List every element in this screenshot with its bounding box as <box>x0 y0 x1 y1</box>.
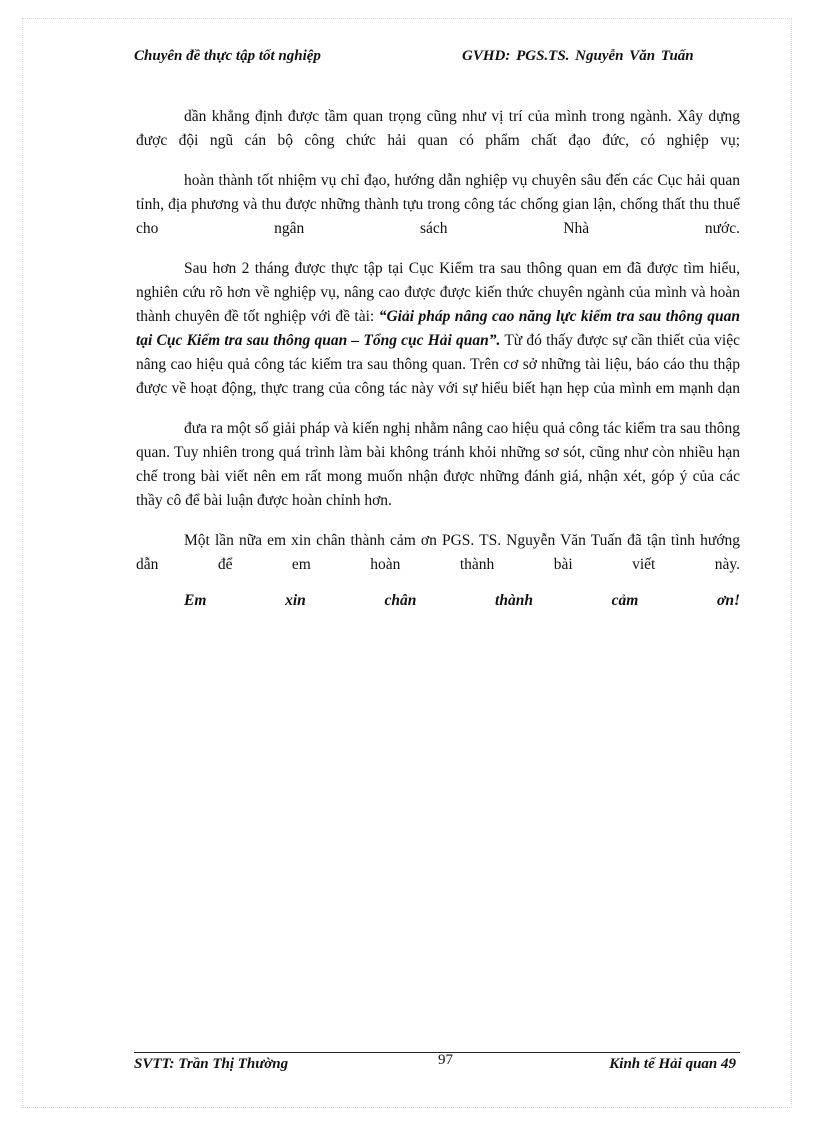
paragraph-3-intro: Sau hơn 2 tháng được thực tập tại Cục Kiểm tra sau thông quan em đã được tìm hiểu, nghiên cứu rõ hơn về nghiệp vụ, nâng cao được được kiến thức chuyên ngành của mình và hoàn thành chuyên đề tốt nghiệp với đề tài: <box>136 260 740 325</box>
closing-line: Em xin chân thành cảm ơn! <box>184 592 740 609</box>
document-body <box>136 105 740 629</box>
footer-student: SVTT: Trần Thị Thường <box>134 1056 289 1072</box>
paragraph-2: hoàn thành tốt nhiệm vụ chỉ đạo, hướng dẫn nghiệp vụ chuyên sâu đến các Cục hải quan tỉnh, địa phương và thu được những thành tựu trong công tác chống gian lận, chống thất thu thuế cho ngân sách Nhà nước. <box>136 172 740 237</box>
paragraph-4: đưa ra một số giải pháp và kiến nghị nhằm nâng cao hiệu quả công tác kiểm tra sau thông quan. Tuy nhiên trong quá trình làm bài không tránh khỏi những sơ sót, cũng như còn nhiều hạn chế trong bài viết nên em rất mong muốn nhận được những đánh giá, nhận xét, góp ý của các thầy cô để bài luận được hoàn chỉnh hơn. <box>136 420 740 509</box>
page-footer <box>134 1052 740 1080</box>
page-header <box>134 48 734 72</box>
thesis-title: “Giải pháp nâng cao năng lực kiểm tra sau thông quan tại Cục Kiểm tra sau thông quan – Tổng cục Hải quan”. <box>136 308 740 349</box>
header-supervisor: GVHD: PGS.TS. Nguyễn Văn Tuấn <box>462 48 694 64</box>
page-number: 97 <box>438 1052 453 1068</box>
header-document-title: Chuyên đề thực tập tốt nghiệp <box>134 48 321 64</box>
footer-class: Kinh tế Hải quan 49 <box>609 1056 736 1072</box>
paragraph-1: dần khẳng định được tầm quan trọng cũng như vị trí của mình trong ngành. Xây dựng được đội ngũ cán bộ công chức hải quan có phẩm chất đạo đức, có nghiệp vụ; <box>136 108 740 149</box>
footer-divider <box>134 1052 740 1053</box>
paragraph-3 <box>136 257 740 401</box>
paragraph-5: Một lần nữa em xin chân thành cảm ơn PGS. TS. Nguyễn Văn Tuấn đã tận tình hướng dẫn để em hoàn thành bài viết này. <box>136 532 740 573</box>
paragraph-3-rest: Từ đó thấy được sự cần thiết của việc nâng cao hiệu quả công tác kiếm tra sau thông quan. Trên cơ sở những tài liệu, báo cáo thu thập được về hoạt động, thực trang của công tác này với sự hiểu biết hạn hẹp của mình em mạnh dạn <box>136 332 740 397</box>
